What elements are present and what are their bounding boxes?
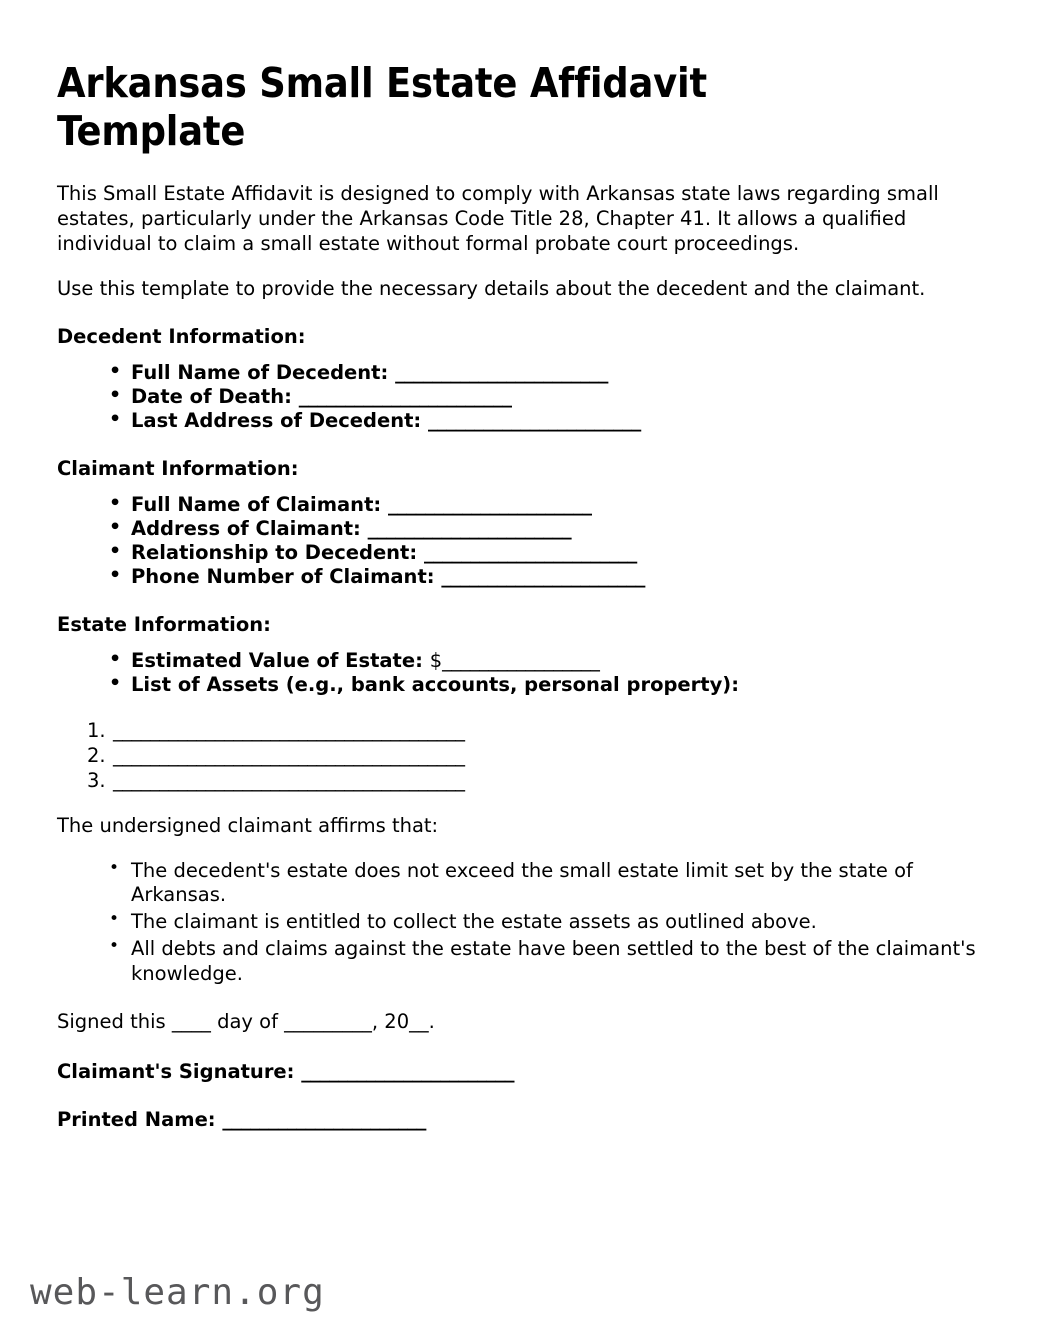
field-blank[interactable]: _______________________ xyxy=(423,541,637,565)
field-blank[interactable]: ______________________ xyxy=(387,492,592,516)
field-label: Last Address of Decedent: xyxy=(131,409,422,433)
field-blank[interactable]: _______________________ xyxy=(395,361,608,385)
field-blank[interactable]: _______________________ xyxy=(301,1059,515,1083)
field-label: Full Name of Decedent: xyxy=(131,361,389,385)
field-label: Full Name of Claimant: xyxy=(131,492,382,516)
affirmation-lead-in: The undersigned claimant affirms that: xyxy=(57,813,439,837)
field-date-of-death xyxy=(109,385,980,409)
affirmation-item: • The claimant is entitled to collect the estate assets as outlined above. xyxy=(109,910,980,935)
affirmation-item: • All debts and claims against the estate have been settled to the best of the claimant's knowledge. xyxy=(109,937,980,987)
field-list-of-assets-label xyxy=(109,673,980,697)
claimant-fields-list xyxy=(57,493,980,590)
field-label: Phone Number of Claimant: xyxy=(131,565,435,589)
asset-blank[interactable]: ______________________________________ xyxy=(113,719,465,743)
field-label: Printed Name: xyxy=(57,1107,216,1131)
field-estimated-value-of-estate xyxy=(109,649,980,673)
affirmation-item: • The decedent's estate does not exceed the small estate limit set by the state of Arkansas. xyxy=(109,859,980,909)
field-last-address-of-decedent xyxy=(109,409,980,433)
field-phone-number-of-claimant xyxy=(109,565,980,589)
field-full-name-of-claimant xyxy=(109,493,980,517)
field-address-of-claimant xyxy=(109,517,980,541)
field-blank[interactable]: _______________________ xyxy=(428,409,641,433)
estate-fields-list xyxy=(57,649,980,697)
estate-section-heading: Estate Information: xyxy=(57,612,271,636)
printed-name-field xyxy=(57,1107,980,1132)
field-blank[interactable]: _______________________ xyxy=(298,385,512,409)
field-full-name-of-decedent xyxy=(109,361,980,385)
field-label: Date of Death: xyxy=(131,385,292,409)
decedent-fields-list xyxy=(57,361,980,434)
signed-date-line[interactable]: Signed this ____ day of _________, 20__. xyxy=(57,1010,435,1034)
asset-blank[interactable]: ______________________________________ xyxy=(113,744,465,768)
field-relationship-to-decedent xyxy=(109,541,980,565)
usage-paragraph: Use this template to provide the necessary details about the decedent and the claimant. xyxy=(57,276,926,300)
field-blank[interactable]: ______________________ xyxy=(367,517,572,541)
field-label: Claimant's Signature: xyxy=(57,1059,295,1083)
asset-line-item xyxy=(87,769,980,794)
field-blank[interactable]: _________________ xyxy=(442,648,600,672)
affirmation-list xyxy=(57,859,980,988)
field-label: Address of Claimant: xyxy=(131,517,361,541)
assets-numbered-list xyxy=(57,719,980,793)
field-label: Relationship to Decedent: xyxy=(131,541,418,565)
asset-blank[interactable]: ______________________________________ xyxy=(113,768,465,792)
site-watermark: web-learn.org xyxy=(30,1272,325,1313)
field-label: Estimated Value of Estate: xyxy=(131,648,423,672)
asset-line-item xyxy=(87,719,980,744)
intro-paragraph: This Small Estate Affidavit is designed to comply with Arkansas state laws regarding small estates, particularly under the Arkansas Code Title 28, Chapter 41. It allows a qualified individual to claim a small estate without formal probate court proceedings. xyxy=(57,181,939,255)
field-label: List of Assets (e.g., bank accounts, personal property): xyxy=(131,673,740,697)
decedent-section-heading: Decedent Information: xyxy=(57,324,306,348)
page-title: Arkansas Small Estate Affidavit Template xyxy=(57,59,707,155)
claimant-section-heading: Claimant Information: xyxy=(57,456,299,480)
claimant-signature-field xyxy=(57,1059,980,1084)
field-blank[interactable]: ______________________ xyxy=(441,565,645,589)
asset-line-item xyxy=(87,744,980,769)
field-blank[interactable]: ______________________ xyxy=(222,1107,426,1131)
currency-symbol: $ xyxy=(429,648,443,672)
